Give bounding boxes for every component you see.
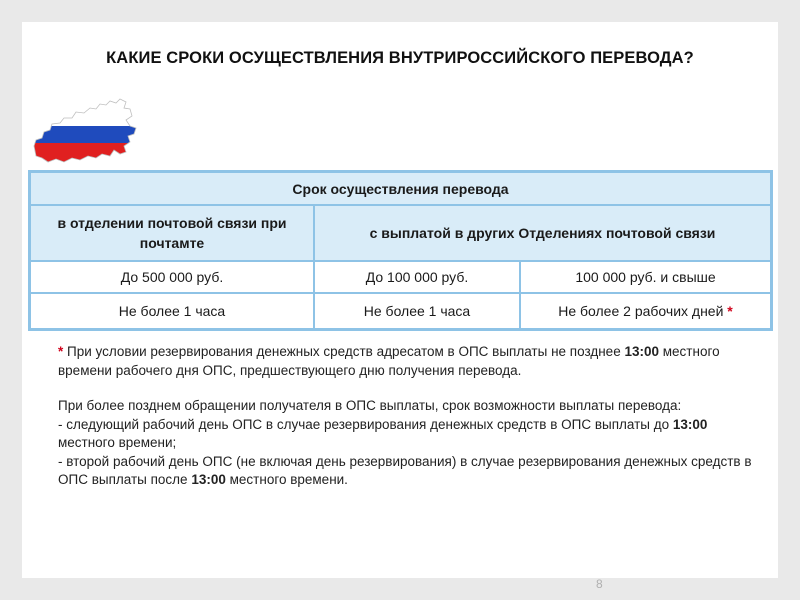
amount-cell: До 100 000 руб. xyxy=(314,261,520,293)
amount-cell: 100 000 руб. и свыше xyxy=(520,261,771,293)
page-number: 8 xyxy=(596,577,603,591)
transfer-terms-table xyxy=(30,172,771,329)
russia-flag-map-icon xyxy=(32,96,142,168)
note-bullet-second-day: - второй рабочий день ОПС (не включая день резервирования) в случае резервирования денежных средств в ОПС выплаты после 13:00 местного времени. xyxy=(58,453,752,487)
term-cell: Не более 1 часа xyxy=(30,293,314,329)
time-value: 13:00 xyxy=(624,344,659,359)
asterisk-marker: * xyxy=(58,344,64,359)
amount-cell: До 500 000 руб. xyxy=(30,261,314,293)
term-text: Не более 2 рабочих дней xyxy=(558,303,724,319)
footnotes xyxy=(41,343,761,490)
slide xyxy=(22,22,778,578)
slide-title: КАКИЕ СРОКИ ОСУЩЕСТВЛЕНИЯ ВНУТРИРОССИЙСКОГО ПЕРЕВОДА? xyxy=(106,49,694,67)
asterisk-marker: * xyxy=(727,303,733,319)
note-bullet-next-day: - следующий рабочий день ОПС в случае резервирования денежных средств в ОПС выплаты до 13:00 местного времени; xyxy=(58,416,708,450)
note-late-request: При более позднем обращении получателя в ОПС выплаты, срок возможности выплаты перевода: xyxy=(58,398,682,413)
subheader-other-offices: с выплатой в других Отделениях почтовой связи xyxy=(314,205,771,261)
subheader-post-office: в отделении почтовой связи при почтамте xyxy=(30,205,314,261)
term-cell xyxy=(520,293,771,329)
time-value: 13:00 xyxy=(191,472,226,487)
term-cell: Не более 1 часа xyxy=(314,293,520,329)
time-value: 13:00 xyxy=(672,416,708,432)
table-header: Срок осуществления перевода xyxy=(30,172,771,205)
note-reservation: * При условии резервирования денежных средств адресатом в ОПС выплаты не позднее 13:00 местного времени рабочего дня ОПС, предшествующего дню получения перевода. xyxy=(58,344,720,378)
